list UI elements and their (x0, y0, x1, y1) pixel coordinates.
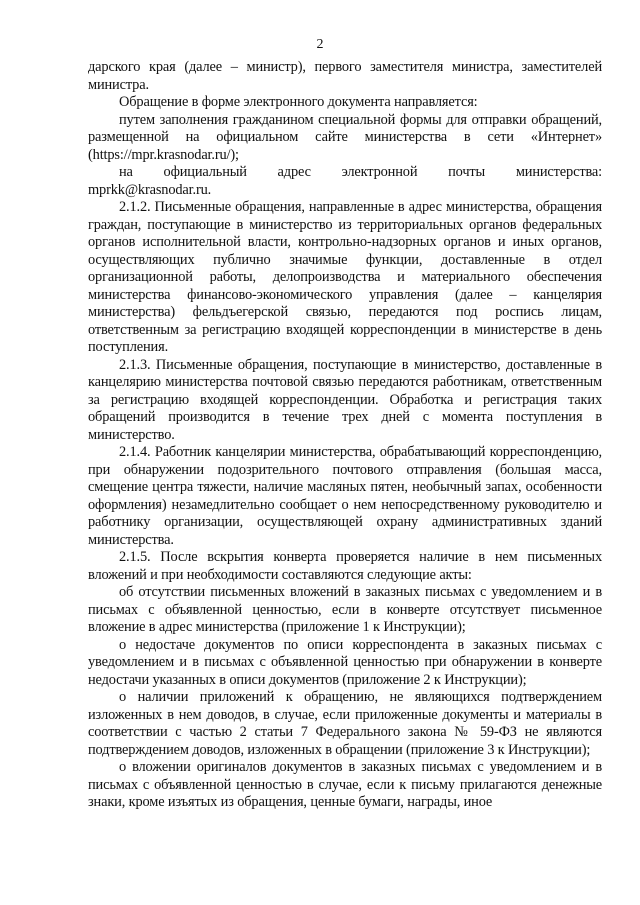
paragraph-act-unrelated-attachments: о наличии приложений к обращению, не являющихся подтверждением изложенных в нем доводов, в случае, если приложенные документы и материалы в соответствии с частью 2 статьи 7 Федерального закона № 59-ФЗ не являются подтверждением доводов, изложенных в обращении (приложение 3 к Инструкции); (88, 689, 602, 758)
paragraph-2-1-2: 2.1.2. Письменные обращения, направленные в адрес министерства, обращения граждан, поступающие в министерство из территориальных органов федеральных органов исполнительной власти, контрольно-надзорных органов и иных органов, осуществляющих публично значимые функции, доставленные в отдел организационной работы, делопроизводства и материального обеспечения министерства финансово-экономического управления (далее – канцелярия министерства) фельдъегерской связью, передаются под роспись лицам, ответственным за регистрацию входящей корреспонденции в министерстве в день поступления. (88, 199, 602, 355)
paragraph-2-1-5: 2.1.5. После вскрытия конверта проверяется наличие в нем письменных вложений и при необходимости составляются следующие акты: (88, 549, 602, 583)
paragraph-2-1-3: 2.1.3. Письменные обращения, поступающие в министерство, доставленные в канцелярию министерства почтовой связью передаются работникам, ответственным за регистрацию входящей корреспонденции. Обработка и регистрация таких обращений производится в течение трех дней с момента поступления в министерство. (88, 356, 602, 443)
paragraph-continuation: дарского края (далее – министр), первого заместителя министра, заместителей министра. (88, 59, 602, 93)
paragraph-website-form: путем заполнения гражданином специальной формы для отправки обращений, размещенной на официальном сайте министерства в сети «Интернет» (https://mpr.krasnodar.ru/); (88, 111, 602, 163)
paragraph-electronic-intro: Обращение в форме электронного документа направляется: (119, 94, 478, 110)
paragraph-act-shortage: о недостаче документов по описи корреспондента в заказных письмах с уведомлением и в письмах с объявленной ценностью при обнаружении в конверте недостачи указанных в описи документов (приложение 2 к Инструкции); (88, 636, 602, 688)
page-number: 2 (316, 37, 324, 52)
email-address: mprkk@krasnodar.ru. (88, 181, 212, 198)
paragraph-act-no-attachments: об отсутствии письменных вложений в заказных письмах с уведомлением и в письмах с объявленной ценностью, если в конверте отсутствует письменное вложение в адрес министерства (приложение 1 к Инструкции); (88, 584, 602, 635)
document-body (88, 59, 602, 812)
paragraph-email-address: на официальный адрес электронной почты министерства: (119, 164, 602, 180)
paragraph-act-original-documents: о вложении оригиналов документов в заказных письмах с уведомлением и в письмах с объявленной ценностью в случае, если к письму прилагаются денежные знаки, кроме изъятых из обращения, ценные бумаги, награды, иное (88, 759, 602, 810)
paragraph-2-1-4: 2.1.4. Работник канцелярии министерства, обрабатывающий корреспонденцию, при обнаружении подозрительного почтового отправления (большая масса, смещение центра тяжести, наличие масляных пятен, необычный запах, особенности оформления) незамедлительно сообщает о нем непосредственному руководителю и работнику организации, осуществляющей охрану административных зданий министерства. (88, 444, 602, 548)
